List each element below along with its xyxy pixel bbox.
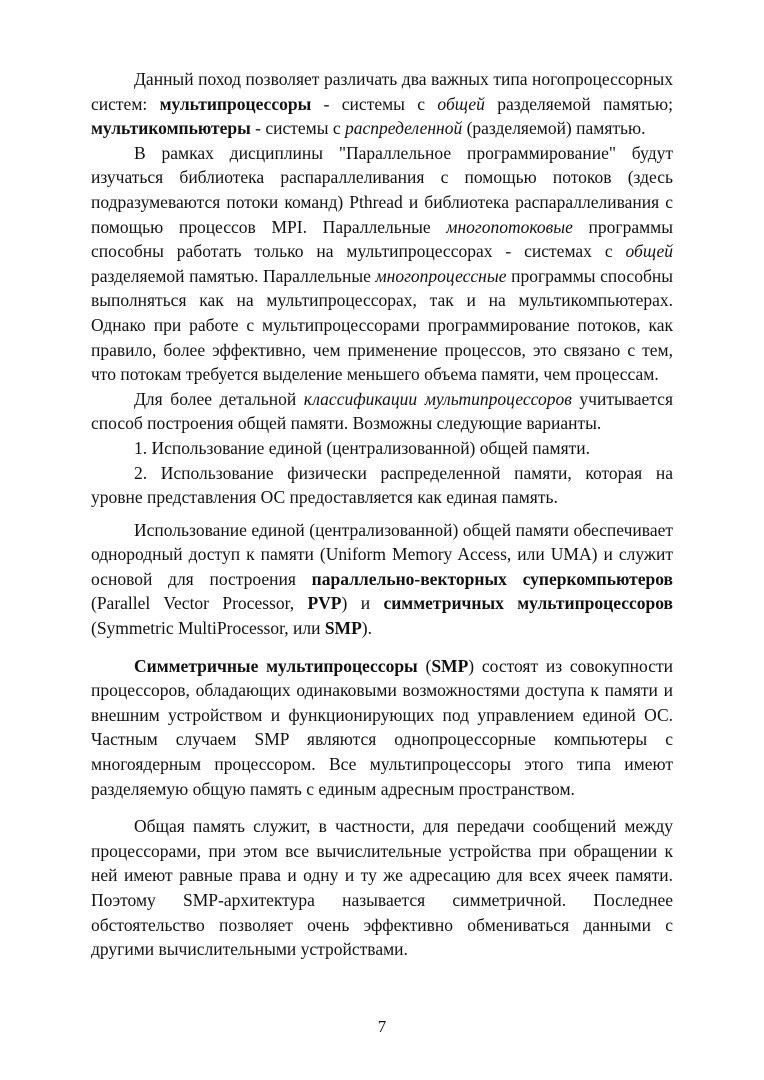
italic-term: классификации мультипроцессоров <box>303 388 572 409</box>
text-run: программы способны выполняться как на мультипроцессорах, так и на мультикомпьютерах. Однако при работе с мультипроцессорами программирование потоков, как правило, более эффективно, чем применение процессов, это связано с тем, что потокам требуется выделение меньшего объема памяти, чем процессам. <box>91 265 673 385</box>
text-run: ). <box>361 618 372 639</box>
text-run: (Parallel Vector Processor, <box>91 593 308 614</box>
text-run: Для более детальной <box>134 388 304 409</box>
bold-term: SMP <box>324 618 362 639</box>
italic-term: общей <box>437 93 485 114</box>
bold-term: мультикомпьютеры <box>91 118 251 139</box>
text-run: ) состоят из совокупности процессоров, обладающих одинаковыми возможностями доступа к памяти и внешним устройством и функционирующих под управлением единой ОС. Частным случаем SMP являются однопроцессорные компьютеры с многоядерным процессором. Все мультипроцессоры этого типа имеют разделяемую общую память с единым адресным пространством. <box>91 655 674 799</box>
text-run: Общая память служит, в частности, для передачи сообщений между процессорами, при этом все вычислительные устройства при обращении к ней имеют равные права и одну и ту же адресацию для всех ячеек памяти. Поэтому SMP-архитектура называется симметричной. Последнее обстоятельство позволяет очень эффективно обмениваться данными с другими вычислительными устройствами. <box>91 816 673 960</box>
text-run: В рамках дисциплины "Параллельное программирование" будут изучаться библиотека распараллеливания с помощью потоков (здесь подразумеваются потоки команд) Pthread и библиотека распараллеливания с помощью процессов MPI. Параллельные <box>91 142 673 237</box>
page-number: 7 <box>377 1017 387 1036</box>
text-run: - системы с <box>311 93 438 114</box>
paragraph-shared-memory <box>91 814 673 962</box>
paragraph-uma <box>91 518 673 641</box>
text-run: (Symmetric MultiProcessor, или <box>91 618 325 639</box>
list-item-centralized-memory <box>91 436 673 461</box>
text-run: ( <box>417 655 432 676</box>
text-run: программы способны работать только на мультипроцессорах - системах с <box>91 216 673 262</box>
list-item-distributed-memory <box>91 461 673 510</box>
italic-term: многопроцессные <box>375 265 507 286</box>
bold-term: симметричных мультипроцессоров <box>383 593 673 614</box>
bold-term: параллельно-векторных суперкомпьютеров <box>311 568 673 589</box>
paragraph-smp <box>91 654 673 802</box>
italic-term: распределенной <box>345 118 463 139</box>
paragraph-classification <box>91 387 673 436</box>
bold-term: PVP <box>307 593 342 614</box>
text-run: - системы с <box>250 118 345 139</box>
text-run: разделяемой памятью; <box>484 93 673 114</box>
text-run: 1. Использование единой (централизованной) общей памяти. <box>134 437 591 458</box>
italic-term: общей <box>625 241 673 262</box>
text-run: Данный поход позволяет различать два важных типа ногопроцессорных систем: <box>91 69 673 114</box>
italic-term: многопотоковые <box>446 216 573 237</box>
text-run: (разделяемой) памятью. <box>462 118 646 139</box>
bold-term: SMP <box>431 655 469 676</box>
text-run: учитывается способ построения общей памяти. Возможны следующие варианты. <box>91 388 674 434</box>
paragraph-intro <box>91 67 673 141</box>
body-text <box>91 67 673 962</box>
bold-term: мультипроцессоры <box>159 93 312 114</box>
text-run: ) и <box>341 593 384 614</box>
text-run: Использование единой (централизованной) общей памяти обеспечивает однородный доступ к памяти (Uniform Memory Access, или UMA) и служит основой для построения <box>91 519 673 589</box>
paragraph-course <box>91 141 673 387</box>
bold-term: Симметричные мультипроцессоры <box>134 655 418 676</box>
text-run: разделяемой памятью. Параллельные <box>91 265 376 286</box>
text-run: 2. Использование физически распределенной памяти, которая на уровне представления ОС предоставляется как единая память. <box>91 462 673 508</box>
